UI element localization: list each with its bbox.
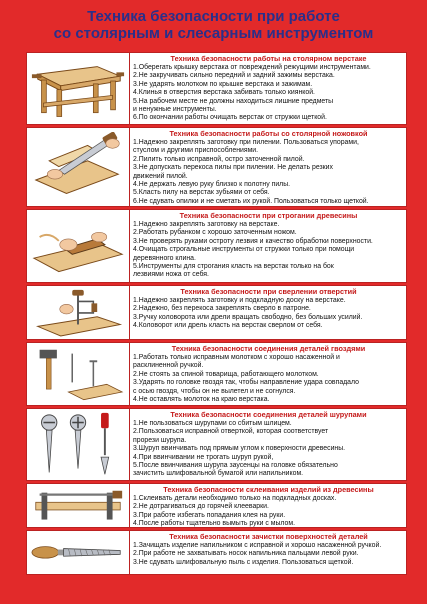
rule-line: 3.Не ударять молотком по крышке верстака и зажимам. xyxy=(133,80,313,88)
section-heading: Техника безопасности соединения деталей гвоздями xyxy=(171,344,366,353)
rule-line: расклиненной ручкой. xyxy=(133,362,204,370)
rule-line: с осью гвоздя, чтобы он не вылетел и не согнулся. xyxy=(133,387,296,395)
rule-line: 4.Не оставлять молоток на краю верстака. xyxy=(133,396,270,404)
rule-line: движений пилой. xyxy=(133,172,188,180)
rule-line: 2.При работе не захватывать носок напильника пальцами левой руки. xyxy=(133,550,359,558)
rule-line: зачистить шлифовальной бумагой или напильником. xyxy=(133,470,304,478)
rule-line: 6.По окончании работы очищать верстак от стружки щеткой. xyxy=(133,114,327,122)
section-heading: Техника безопасности склеивания изделий из древесины xyxy=(163,485,374,494)
rule-line: 4.Коловорот или дрель класть на верстак сверлом от себя. xyxy=(133,322,323,330)
rule-line: 3.Шуруп ввинчивать под прямым углом к поверхности древесины. xyxy=(133,445,346,453)
rule-line: 6.Не сдувать опилки и не сметать их рукой. Пользоваться только щеткой. xyxy=(133,197,369,205)
rule-line: 2.Надежно, без перекоса закреплять сверло в патроне. xyxy=(133,305,311,313)
rule-line: 5.Инструменты для строгания класть на верстак только на бок xyxy=(133,263,334,271)
rule-line: 2.Пользоваться исправной отверткой, которая соответствует xyxy=(133,428,329,436)
section-heading: Техника безопасности работы на столярном верстаке xyxy=(170,54,367,63)
rule-line: лезвиями ножа от себя. xyxy=(133,271,209,279)
rule-line: 3.Ударять по головке гвоздя так, чтобы направление удара совпадало xyxy=(133,379,359,387)
plane-icon xyxy=(30,214,126,277)
rule-line: 2.Не стоять за спиной товарища, работающего молотком. xyxy=(133,370,319,378)
rule-line: 4.Клинья в отверстия верстака забивать только киянкой. xyxy=(133,89,315,97)
clamp-illustration xyxy=(27,484,130,527)
rule-line: 1.Надежно закреплять заготовку при пилении. Пользоваться упорами, xyxy=(133,139,359,146)
clamp-icon xyxy=(30,485,126,525)
section-heading: Техника безопасности соединения деталей шурупами xyxy=(170,410,367,419)
rule-line: 2.Не закручивать сильно передний и задний зажимы верстака. xyxy=(133,72,335,80)
section-drilling xyxy=(26,285,407,340)
rule-line: 1.Оберегать крышку верстака от повреждений режущими инструментами. xyxy=(133,64,371,71)
rule-line: 5.На рабочем месте не должны находиться лишние предметы xyxy=(133,97,334,105)
rule-line: 3.Не допускать перекоса пилы при пилении. Не делать резких xyxy=(133,164,333,172)
rule-line: 4.Очищать строгальные инструменты от стружки только при помощи xyxy=(133,246,355,254)
rule-line: 3.Не проверять руками остроту лезвия и качество обработки поверхности. xyxy=(133,237,373,245)
poster-title-line-2: со столярным и слесарным инструментом xyxy=(53,25,374,42)
section-gluing xyxy=(26,483,407,528)
rule-line: 4.При ввинчивании не трогать шуруп рукой, xyxy=(133,453,274,461)
section-nails xyxy=(26,342,407,406)
rule-line: 2.Не дотрагиваться до горячей клееварки. xyxy=(133,503,269,511)
poster-title-line-1: Техника безопасности при работе xyxy=(87,8,340,25)
drill-illustration xyxy=(27,286,130,339)
hammer-nail-icon xyxy=(30,344,126,404)
hammer-illustration xyxy=(27,343,130,405)
section-filing xyxy=(26,530,407,575)
section-screws xyxy=(26,408,407,481)
rule-line: 2.Работать рубанком с хорошо заточенным ножом. xyxy=(133,229,297,237)
rule-line: 3.Ручку коловорота или дрели вращать свободно, без больших усилий. xyxy=(133,313,363,321)
section-heading: Техника безопасности при сверлении отверстий xyxy=(180,287,357,296)
workbench-icon xyxy=(30,57,126,120)
poster-title xyxy=(0,8,427,42)
rule-line: 2.Пилить только исправной, остро заточенной пилой. xyxy=(133,155,305,163)
section-heading: Техника безопасности работы со столярной ножовкой xyxy=(169,129,368,138)
rule-line: 1.Работать только исправным молотком с хорошо насаженной и xyxy=(133,354,340,361)
plane-illustration xyxy=(27,210,130,282)
rule-line: 3.При работе избегать попадания клея на руки. xyxy=(133,511,286,519)
rule-line: деревянного клина. xyxy=(133,254,196,262)
section-planing xyxy=(26,209,407,283)
section-heading: Техника безопасности зачистки поверхностей деталей xyxy=(169,532,368,541)
saw-icon xyxy=(30,132,126,201)
file-illustration xyxy=(27,531,130,574)
workbench-illustration xyxy=(27,53,130,124)
section-workbench xyxy=(26,52,407,125)
rule-line: 1.Надежно закреплять заготовку и подкладную доску на верстаке. xyxy=(133,297,346,304)
rule-line: и ненужные инструменты. xyxy=(133,106,217,114)
rule-line: 1.Зачищать изделие напильником с исправной и хорошо насаженной ручкой. xyxy=(133,542,382,549)
rule-line: 1.Не пользоваться шурупами со сбитым шлицем. xyxy=(133,420,292,427)
rule-line: 5.После ввинчивания шурупа заусенцы на головке обязательно xyxy=(133,462,338,470)
screws-illustration xyxy=(27,409,130,480)
section-saw xyxy=(26,127,407,207)
screws-icon xyxy=(30,411,126,478)
rule-line: 3.Не сдувать шлифовальную пыль с изделия. Пользоваться щеткой. xyxy=(133,558,354,566)
hand-drill-icon xyxy=(30,288,126,338)
rule-line: 1.Склеивать детали необходимо только на подкладных досках. xyxy=(133,495,337,502)
rule-line: прорези шурупа. xyxy=(133,436,187,444)
rule-line: 1.Надежно закреплять заготовку на верстаке. xyxy=(133,221,280,228)
saw-illustration xyxy=(27,128,130,206)
rasp-file-icon xyxy=(30,538,126,567)
rule-line: 4.Не держать левую руку близко к полотну пилы. xyxy=(133,181,291,189)
rule-line: 5.Класть пилу на верстак зубьями от себя. xyxy=(133,189,270,197)
section-heading: Техника безопасности при строгании древесины xyxy=(179,211,358,220)
rule-line: стуслом и другими приспособлениями. xyxy=(133,147,259,155)
rule-line: 4.После работы тщательно вымыть руки с мылом. xyxy=(133,520,295,527)
